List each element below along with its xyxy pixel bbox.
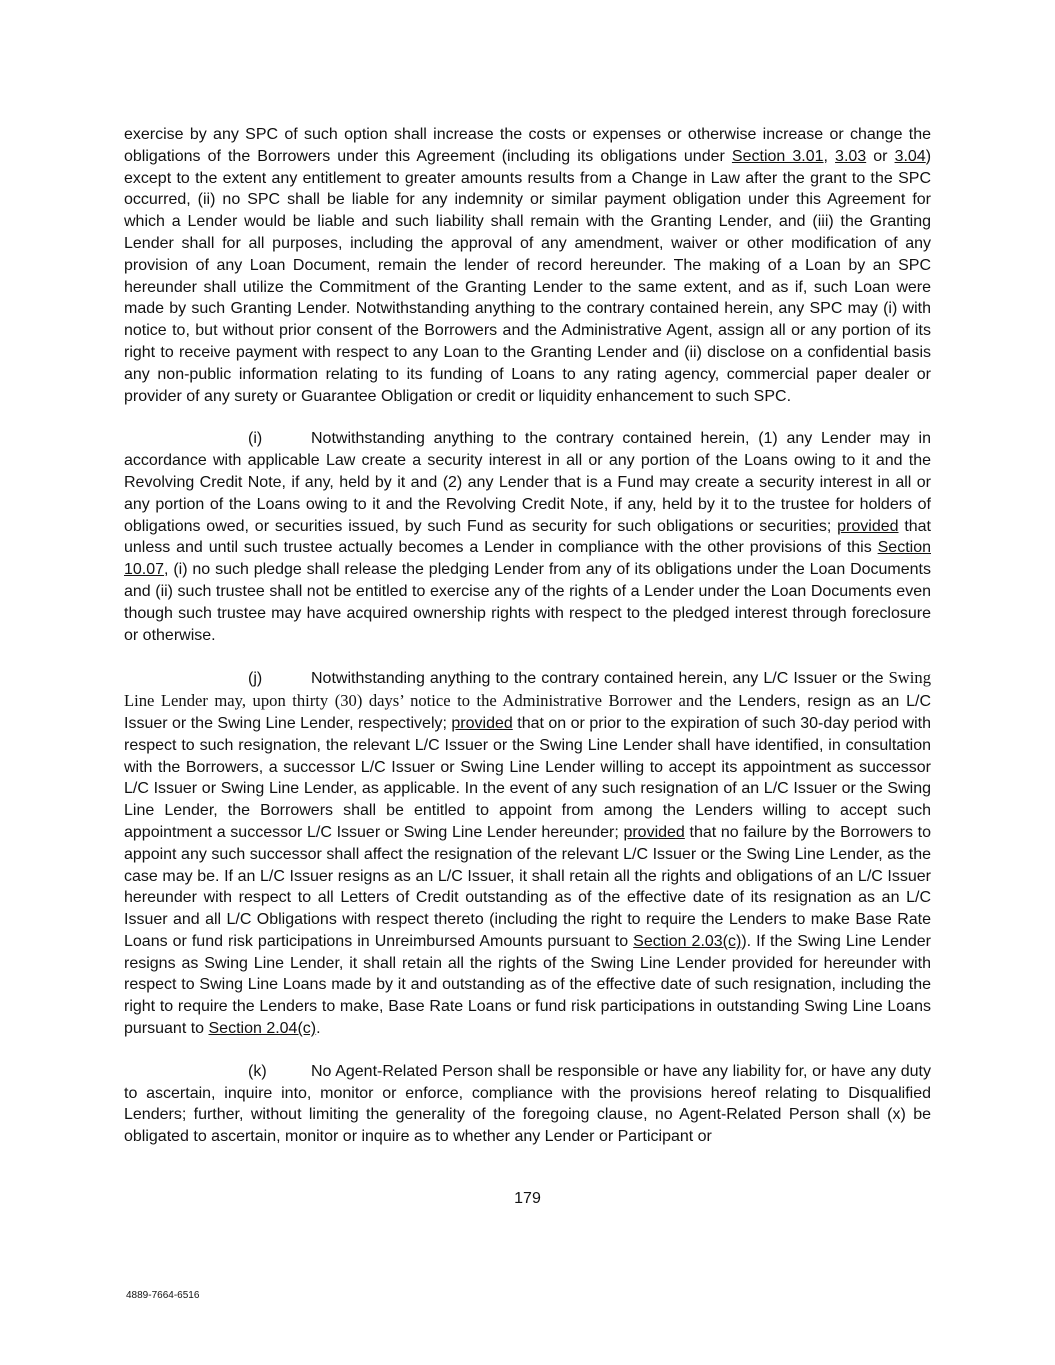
text-run: or — [866, 147, 895, 165]
text-run: the Lenders, resign as an L/C Issuer or the Swing Line Lender, respectively; — [124, 693, 931, 732]
section-reference: Section 2.04(c) — [208, 1020, 317, 1038]
clause-label: (j) — [248, 670, 263, 688]
section-reference: 3.03 — [835, 147, 867, 165]
page-number: 179 — [514, 1190, 541, 1207]
text-run: . — [316, 1020, 321, 1038]
text-run: , — [823, 147, 836, 165]
section-reference: Section 3.01 — [731, 147, 824, 165]
section-reference: 3.04 — [894, 147, 926, 165]
paragraph-k — [124, 1061, 931, 1148]
text-run: Notwithstanding anything to the contrary contained herein, (1) any Lender may in accordance with applicable Law create a security interest in all or any portion of the Loans owing to it and the Revolving Credit Note, if any, held by it and (2) any Lender that is a Fund may create a security interest in all or any portion of the Loans owing to it and the Revolving Credit Note, if any, held by it to the trustee for holders of obligations owed, or securities issued, by such Fund as security for such obligations or securities; — [124, 430, 931, 535]
provided-term: provided — [837, 517, 899, 535]
document-id: 4889-7664-6516 — [126, 1290, 200, 1301]
text-run: that unless and until such trustee actually becomes a Lender in compliance with the other provisions of this — [124, 517, 932, 557]
section-reference: Section 2.03(c) — [633, 932, 742, 950]
provided-term: provided — [451, 714, 513, 732]
text-run-serif: Swing Line Lender may, upon thirty (30) days’ notice to the Administrative Borrower and — [124, 668, 931, 711]
text-run: ) except to the extent any entitlement to greater amounts results from a Change in Law after the grant to the SPC occurred, (ii) no SPC shall be liable for any indemnity or similar payment obligation under this Agreement for which a Lender would be liable and such liability shall remain with the Granting Lender, and (iii) the Granting Lender shall for all purposes, including the approval of any amendment, waiver or other modification of any provision of any Loan Document, remain the lender of record hereunder. The making of a Loan by an SPC hereunder shall utilize the Commitment of the Granting Lender to the same extent, and as if, such Loan were made by such Granting Lender. Notwithstanding anything to the contrary contained herein, any SPC may (i) with notice to, but without prior consent of the Borrowers and the Administrative Agent, assign all or any portion of its right to receive payment with respect to any Loan to the Granting Lender and (ii) disclose on a confidential basis any non-public information relating to its funding of Loans to any rating agency, commercial paper dealer or provider of any surety or Guarantee Obligation or credit or liquidity enhancement to such SPC. — [124, 147, 932, 405]
text-run: that on or prior to the expiration of such 30-day period with respect to such resignation, the relevant L/C Issuer or the Swing Line Lender shall have identified, in consultation with the Borrowers, a successor L/C Issuer or Swing Line Lender willing to accept its appointment as successor L/C Issuer or Swing Line Lender, as applicable. In the event of any such resignation of an L/C Issuer or the Swing Line Lender, the Borrowers shall be entitled to appoint from among the Lenders willing to accept such appointment a successor L/C Issuer or Swing Line Lender hereunder; — [124, 714, 931, 841]
text-run: ). If the Swing Line Lender resigns as Swing Line Lender, it shall retain all the rights of the Swing Line Lender provided for hereunder with respect to Swing Line Loans made by it and outstanding as of the effective date of such resignation, including the right to require the Lenders to make, Base Rate Loans or fund risk participations in outstanding Swing Line Loans pursuant to — [124, 932, 932, 1038]
section-reference: Section 10.07 — [124, 539, 931, 579]
clause-label: (k) — [248, 1062, 267, 1080]
text-run: Notwithstanding anything to the contrary contained herein, any L/C Issuer or the — [311, 670, 889, 688]
text-run: that no failure by the Borrowers to appoint any such successor shall affect the resignation of the relevant L/C Issuer or the Swing Line Lender, as the case may be. If an L/C Issuer resigns as an L/C Issuer, it shall retain all the rights and obligations of an L/C Issuer hereunder with respect to all Letters of Credit outstanding as of the effective date of its resignation as an L/C Issuer and all L/C Obligations with respect thereto (including the right to require the Lenders to make Base Rate Loans or fund risk participations in Unreimbursed Amounts pursuant to — [124, 823, 931, 950]
text-run: No Agent-Related Person shall be responsible or have any liability for, or have any duty to ascertain, inquire into, monitor or enforce, compliance with the provisions hereof relating to Disqualified Lenders; further, without limiting the generality of the foregoing clause, no Agent-Related Person shall (x) be obligated to ascertain, monitor or inquire as to whether any Lender or Participant or — [124, 1062, 931, 1146]
paragraph-j — [124, 667, 931, 1040]
clause-label: (i) — [248, 430, 263, 448]
text-run: , (i) no such pledge shall release the pledging Lender from any of its obligations under the Loan Documents and (ii) such trustee shall not be entitled to exercise any of the rights of a Lender under the Loan Documents even though such trustee may have acquired ownership rights with respect to the pledged interest through foreclosure or otherwise. — [124, 561, 931, 644]
paragraph-i — [124, 428, 931, 646]
document-body — [124, 124, 931, 1169]
provided-term: provided — [623, 823, 685, 841]
paragraph-spc-continuation — [124, 124, 931, 407]
text-run: exercise by any SPC of such option shall increase the costs or expenses or otherwise increase or change the obligations of the Borrowers under this Agreement (including its obligations under — [124, 126, 931, 165]
